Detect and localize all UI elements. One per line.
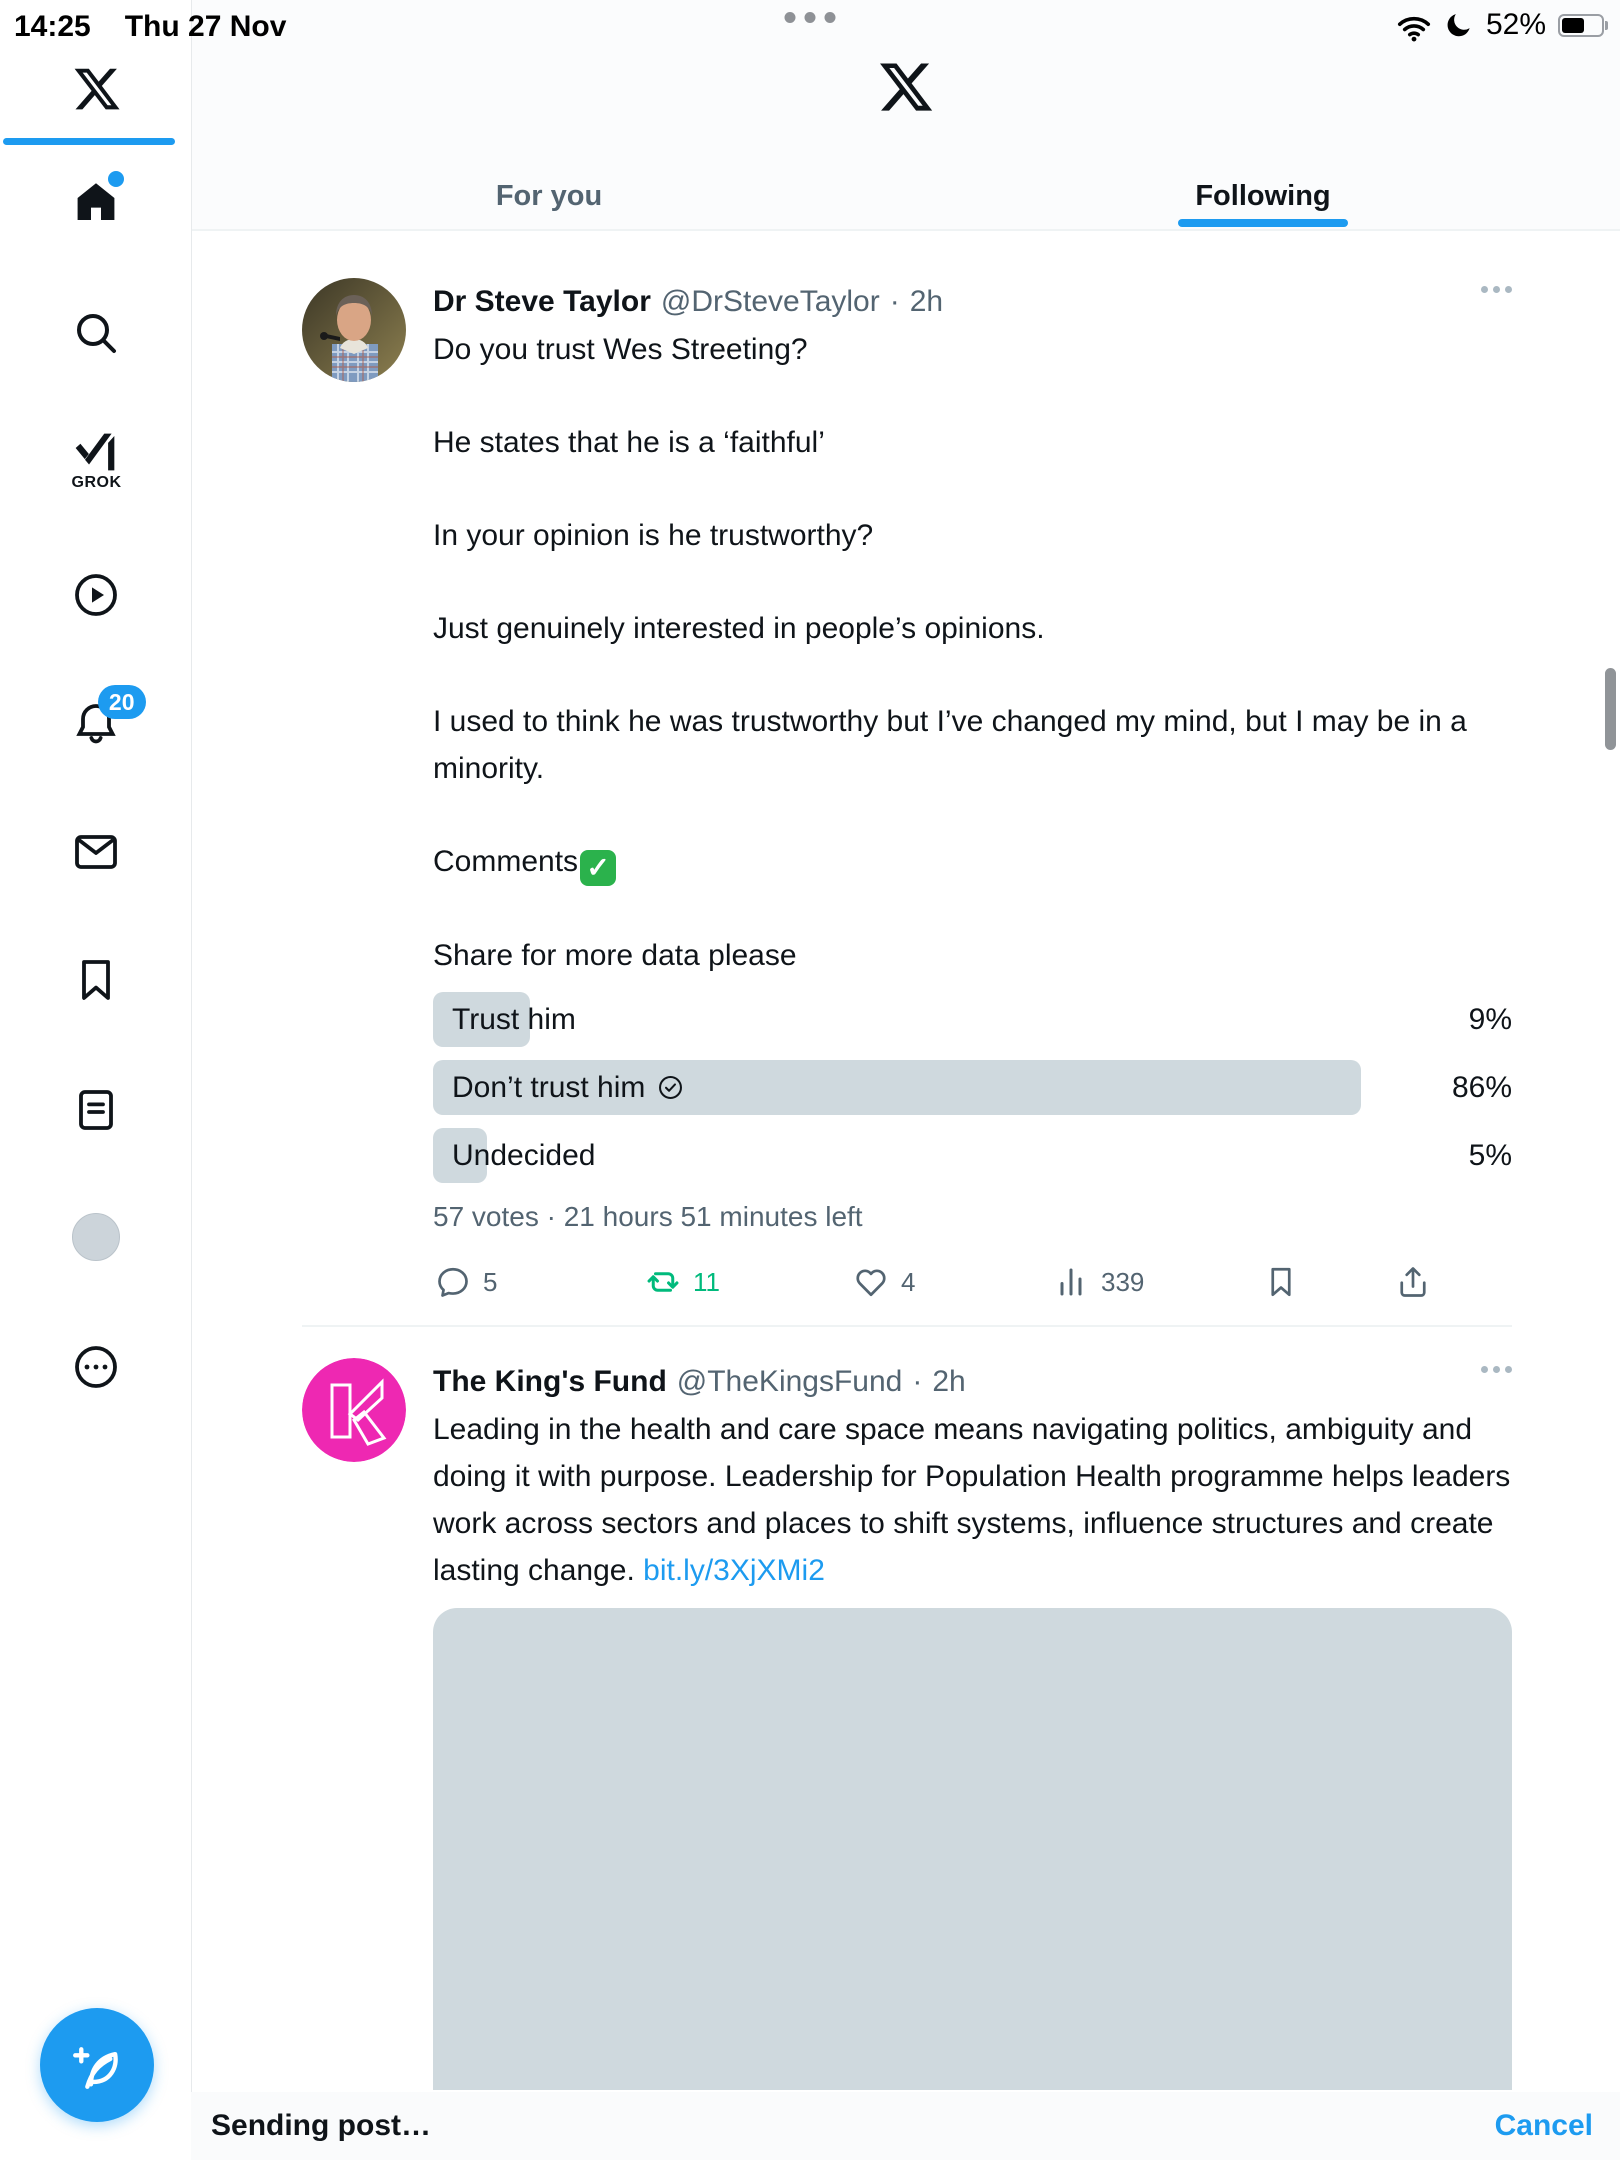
reply-count: 5 xyxy=(483,1266,498,1297)
post-media-loading[interactable] xyxy=(433,1608,1512,2090)
do-not-disturb-moon-icon xyxy=(1444,10,1474,40)
active-tab-underline xyxy=(1178,219,1348,227)
battery-icon xyxy=(1558,14,1608,37)
views-button[interactable] xyxy=(1053,1264,1144,1300)
repost-button[interactable] xyxy=(645,1264,720,1300)
poll-option-undecided: Undecided 5% xyxy=(433,1128,1512,1183)
scrollbar-thumb[interactable] xyxy=(1605,668,1616,750)
post-paragraph: I used to think he was trustworthy but I’ve changed my mind, but I may be in a minority. xyxy=(433,705,1467,785)
x-logo-icon xyxy=(877,58,935,116)
post-divider xyxy=(302,1325,1512,1327)
avatar xyxy=(72,1213,120,1261)
notifications-badge: 20 xyxy=(98,685,146,719)
bookmark-button[interactable] xyxy=(1263,1264,1299,1300)
multitasking-handle-icon[interactable] xyxy=(785,12,836,23)
view-count: 339 xyxy=(1101,1266,1145,1297)
sending-post-bar xyxy=(191,2092,1620,2160)
home-unread-dot xyxy=(108,171,124,187)
timeline-tabs xyxy=(192,165,1620,228)
lists-icon xyxy=(72,1086,120,1134)
author-name[interactable]: The King's Fund xyxy=(433,1365,667,1398)
post-paragraph: Share for more data please xyxy=(433,939,797,972)
author-handle[interactable]: @DrSteveTaylor xyxy=(660,285,880,318)
post-paragraph: Do you trust Wes Streeting? xyxy=(433,333,808,366)
status-bar xyxy=(0,0,1620,52)
compose-feather-icon xyxy=(68,2036,126,2094)
sidebar-item-messages[interactable] xyxy=(72,828,120,876)
avatar[interactable] xyxy=(302,1358,406,1462)
wifi-icon xyxy=(1396,10,1432,40)
post-more-icon[interactable] xyxy=(1481,1366,1512,1373)
heart-icon xyxy=(853,1264,889,1300)
cancel-button[interactable]: Cancel xyxy=(1494,2109,1593,2142)
white-check-mark-emoji: ✓ xyxy=(580,850,616,886)
x-logo-icon xyxy=(72,64,122,114)
profile-photo xyxy=(302,278,406,382)
post-paragraph: In your opinion is he trustworthy? xyxy=(433,519,874,552)
poll xyxy=(433,992,1512,1233)
sidebar-active-indicator xyxy=(3,138,175,145)
reply-button[interactable] xyxy=(435,1264,497,1300)
grok-icon xyxy=(74,430,118,474)
compose-post-button[interactable] xyxy=(40,2008,154,2122)
post-paragraph: Comments ✓ xyxy=(433,838,1512,886)
sidebar-item-search[interactable] xyxy=(72,309,120,357)
kings-fund-logo xyxy=(302,1358,406,1462)
post-timestamp: 2h xyxy=(909,285,944,318)
grok-label: GROK xyxy=(71,474,122,491)
sidebar-item-profile[interactable] xyxy=(72,1213,120,1261)
repost-icon xyxy=(645,1264,681,1300)
poll-option-dont-trust-him: Don’t trust him 86% xyxy=(433,1060,1512,1115)
repost-count: 11 xyxy=(693,1266,720,1297)
bookmark-icon xyxy=(72,956,120,1004)
tab-for-you[interactable]: For you xyxy=(495,180,603,212)
date: Thu 27 Nov xyxy=(124,10,287,43)
tab-following[interactable]: Following xyxy=(906,165,1620,228)
voted-check-icon xyxy=(657,1074,684,1101)
post-timestamp: 2h xyxy=(932,1365,966,1398)
poll-percent: 86% xyxy=(1451,1070,1512,1104)
battery-percent: 52% xyxy=(1485,8,1546,41)
sidebar-item-home[interactable] xyxy=(72,178,120,226)
analytics-icon xyxy=(1053,1264,1089,1300)
sidebar-item-notifications[interactable] xyxy=(72,689,135,747)
post-link[interactable]: bit.ly/3XjXMi2 xyxy=(643,1554,825,1587)
share-icon xyxy=(1395,1264,1431,1300)
post-paragraph: Just genuinely interested in people’s opinions. xyxy=(433,612,1045,645)
clock: 14:25 xyxy=(14,10,91,43)
post-more-icon[interactable] xyxy=(1481,286,1512,293)
timeline-pane xyxy=(192,0,1620,2160)
sending-status: Sending post… xyxy=(211,2109,431,2142)
sidebar-item-video[interactable] xyxy=(72,571,120,619)
like-count: 4 xyxy=(901,1266,916,1297)
search-icon xyxy=(72,309,120,357)
poll-percent: 9% xyxy=(1468,1002,1512,1036)
poll-percent: 5% xyxy=(1468,1138,1512,1172)
share-button[interactable] xyxy=(1395,1264,1431,1300)
post-paragraph: He states that he is a ‘faithful’ xyxy=(433,426,825,459)
post-kings-fund[interactable]: The King's Fund @TheKingsFund · 2h Leading in the health and care space means navigating politics, ambiguity and doing it with purpose. Leadership for Population Health programme helps leaders work across sectors and places to shift systems, influence structures and create lasting change. bit.ly/3XjXMi2 xyxy=(302,1358,1512,2090)
sidebar-item-lists[interactable] xyxy=(72,1086,120,1134)
feed xyxy=(192,231,1620,2092)
avatar[interactable] xyxy=(302,278,406,382)
sidebar-item-more[interactable] xyxy=(72,1343,120,1391)
sidebar xyxy=(0,0,191,2160)
bookmark-icon xyxy=(1263,1264,1299,1300)
author-handle[interactable]: @TheKingsFund xyxy=(676,1365,903,1398)
like-button[interactable] xyxy=(853,1264,915,1300)
mail-icon xyxy=(72,828,120,876)
poll-meta: 57 votes · 21 hours 51 minutes left xyxy=(433,1201,863,1232)
post-actions xyxy=(433,1264,1512,1310)
sidebar-item-bookmarks[interactable] xyxy=(72,956,120,1004)
more-circle-icon xyxy=(72,1343,120,1391)
author-name[interactable]: Dr Steve Taylor xyxy=(433,285,651,318)
post-dr-steve-taylor[interactable]: Dr Steve Taylor @DrSteveTaylor · 2h Do you trust Wes Streeting? He states that he is a ‘faithful’ In your opinion is he trustworthy? Just genuinely interested in people’s opinions. I used to think he was trustworthy but I’ve changed my mind, but I may be in a minority. Comments ✓ Share for more data please Trust him 9% Don’t trust him 86% Undecided 5% 57 votes · 21 hours 51 minutes left 5 11 4 339 xyxy=(302,278,1512,1310)
sidebar-item-grok[interactable] xyxy=(72,430,120,500)
poll-option-trust-him: Trust him 9% xyxy=(433,992,1512,1047)
post-text: Leading in the health and care space means navigating politics, ambiguity and doing it with purpose. Leadership for Population Health programme helps leaders work across sectors and places to shift systems, influence structures and create lasting change. xyxy=(433,1413,1511,1587)
play-circle-icon xyxy=(72,571,120,619)
reply-icon xyxy=(435,1264,471,1300)
